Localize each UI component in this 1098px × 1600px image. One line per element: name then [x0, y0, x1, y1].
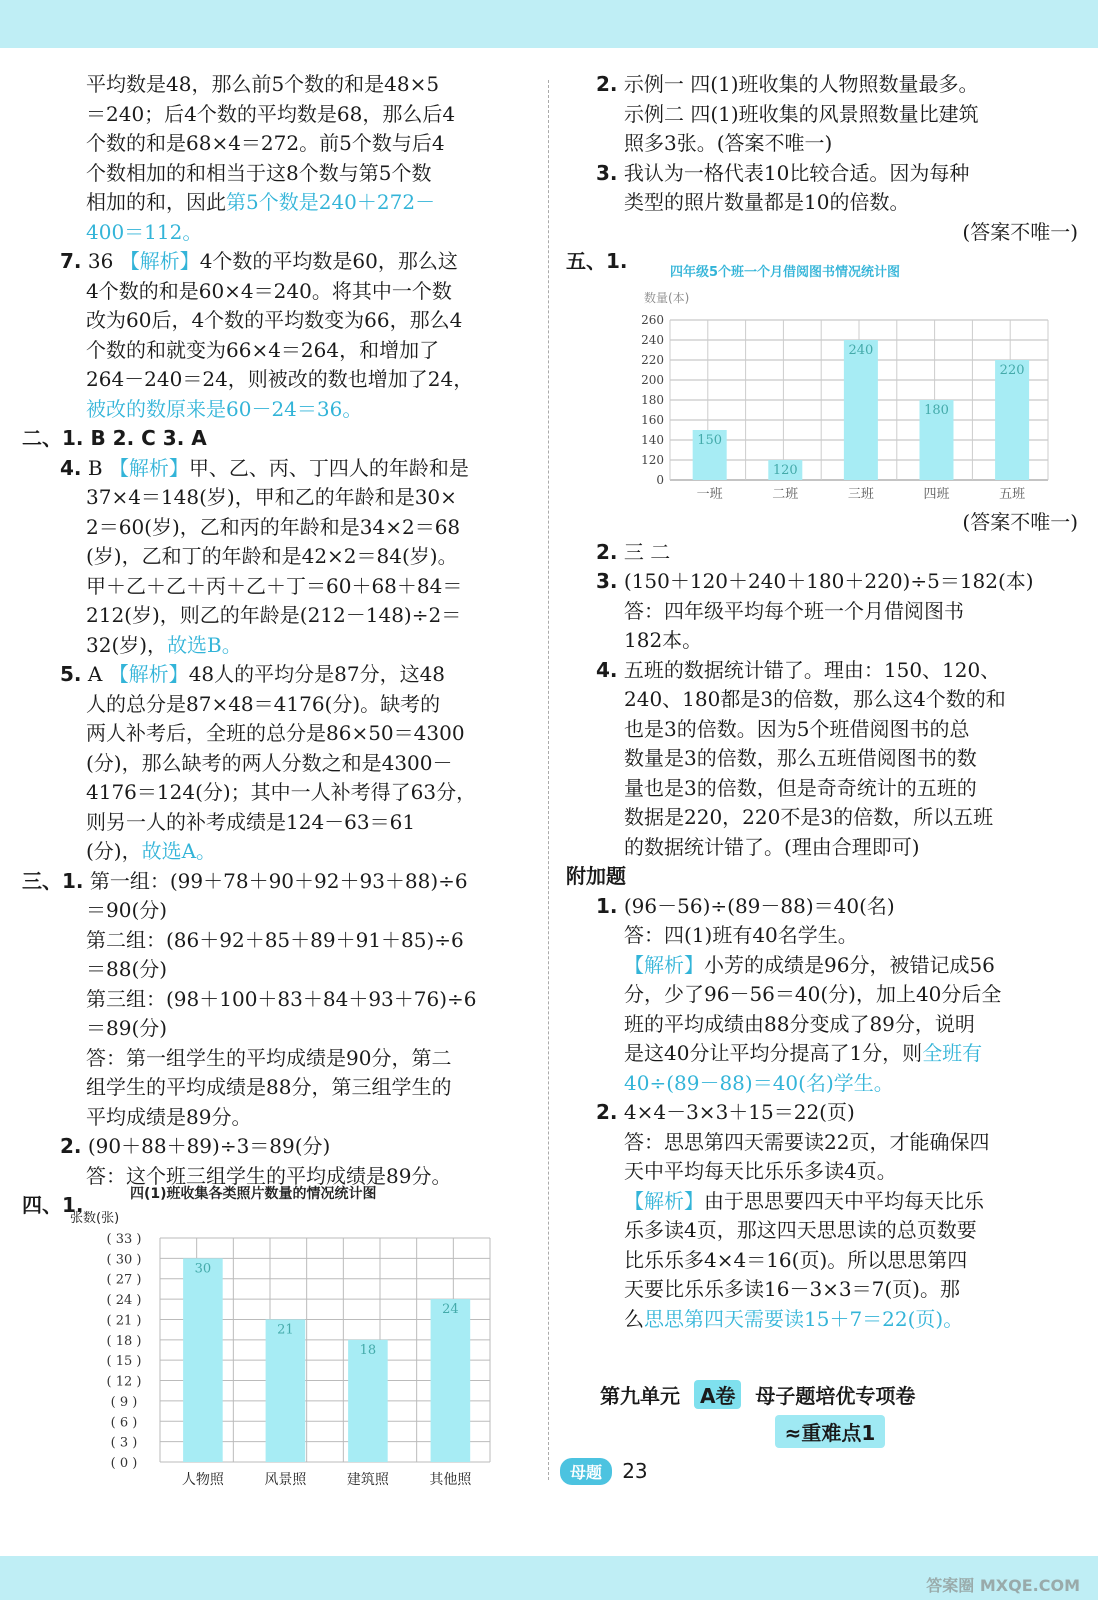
bar-value-label: 30 [194, 1261, 212, 1277]
unit-title: 母子题培优专项卷 [755, 1384, 916, 1408]
text-line: 182本。 [624, 628, 703, 652]
text-line: 答：思思第四天需要读22页，才能确保四 [624, 1129, 990, 1154]
text-line: 第三组：(98＋100＋83＋84＋93＋76)÷6 [86, 986, 477, 1011]
library-borrow-bar-chart [620, 262, 1060, 512]
x-tick-label: 五班 [999, 487, 1026, 502]
text-line: 212(岁)，则乙的年龄是(212－148)÷2＝ [86, 603, 462, 627]
text-line: 改为60后，4个数的平均数变为66，那么4 [86, 308, 463, 332]
y-tick-label: 140 [641, 433, 664, 447]
text-line: 示例二 四(1)班收集的风景照数量比建筑 [624, 101, 979, 126]
x-tick-label: 一班 [696, 487, 723, 502]
y-tick-label: 180 [641, 393, 664, 407]
text-line: 相加的和，因此第5个数是240＋272－ [86, 190, 436, 214]
y-tick-label: 220 [641, 353, 664, 367]
text-line: 答：第一组学生的平均成绩是90分，第二 [86, 1045, 452, 1070]
text-line: 组学生的平均成绩是88分，第三组学生的 [86, 1075, 452, 1099]
text-line: 人的总分是87×48＝4176(分)。缺考的 [86, 691, 441, 716]
answer-2: 2. 示例一 四(1)班收集的人物照数量最多。 [596, 72, 979, 96]
bar-其他照 [431, 1299, 471, 1462]
y-tick-label: 0 [656, 473, 664, 487]
text-line: 400＝112。 [86, 219, 203, 244]
column-divider [548, 80, 549, 1480]
x-tick-label: 四班 [923, 487, 950, 502]
text-line: 被改的数原来是60－24＝36。 [86, 396, 363, 421]
text-line: 32(岁)，故选B。 [86, 632, 242, 657]
top-wave-band [0, 0, 1098, 48]
watermark: 答案圈 MXQE.COM [926, 1576, 1080, 1595]
text-line: 37×4＝148(岁)，甲和乙的年龄和是30× [86, 485, 457, 509]
bar-value-label: 150 [697, 433, 723, 448]
y-tick-label: ( 33 ) [106, 1232, 142, 1247]
note: (答案不唯一) [962, 510, 1078, 534]
bar-value-label: 120 [772, 463, 798, 478]
y-tick-label: ( 18 ) [106, 1333, 142, 1349]
text-line: 第二组：(86＋92＋85＋89＋91＋85)÷6 [86, 927, 464, 952]
section-5-heading: 五、1. [566, 249, 628, 273]
text-line: 240、180都是3的倍数，那么这4个数的和 [624, 687, 1006, 711]
s5-answer-4: 4. 五班的数据统计错了。理由：150、120、 [596, 657, 1001, 682]
text-line: ＝89(分) [86, 1016, 168, 1040]
note: (答案不唯一) [962, 219, 1078, 244]
x-tick-label: 人物照 [181, 1472, 224, 1488]
bar-风景照 [266, 1319, 306, 1462]
bar-人物照 [183, 1258, 223, 1462]
y-tick-label: ( 15 ) [106, 1354, 142, 1370]
bar-三班 [844, 340, 878, 480]
x-tick-label: 建筑照 [346, 1472, 389, 1488]
next-unit-heading [600, 1380, 1060, 1448]
bar-value-label: 24 [442, 1302, 459, 1318]
text-line: 天要比乐乐多读16－3×3＝7(页)。那 [624, 1277, 960, 1301]
y-tick-label: ( 21 ) [106, 1313, 142, 1329]
x-tick-label: 其他照 [429, 1472, 472, 1488]
text-line: 264－240＝24，则被改的数也增加了24， [86, 367, 474, 391]
bar-value-label: 18 [359, 1342, 377, 1358]
section-3-q1: 三、1. 第一组：(99＋78＋90＋92＋93＋88)÷6 [22, 868, 468, 893]
text-line: (岁)，乙和丁的年龄和是42×2＝84(岁)。 [86, 544, 458, 568]
text-line: 40÷(89－88)＝40(名)学生。 [624, 1070, 894, 1095]
text-line: 个数的和是68×4＝272。前5个数与后4 [86, 131, 445, 155]
text-line: 照多3张。(答案不唯一) [624, 131, 833, 155]
section-2-answers: 二、1. B 2. C 3. A [22, 426, 207, 450]
x-tick-label: 三班 [847, 487, 874, 502]
question-4: 4. B 【解析】甲、乙、丙、丁四人的年龄和是 [60, 455, 469, 480]
y-axis-label: 数量(本) [644, 291, 690, 305]
page-number-area [560, 1458, 648, 1485]
section-4-heading: 四、1. [22, 1193, 84, 1217]
unit-label: 第九单元 [600, 1384, 680, 1408]
text-line: 甲＋乙＋乙＋丙＋乙＋丁＝60＋68＋84＝ [86, 573, 463, 598]
y-tick-label: 120 [641, 453, 664, 467]
sub-badge: ≈重难点1 [775, 1415, 886, 1448]
text-line: 么思思第四天需要读15＋7＝22(页)。 [624, 1306, 964, 1331]
text-line: 数量是3的倍数，那么五班借阅图书的数 [624, 746, 977, 770]
text-line: 平均数是48，那么前5个数的和是48×5 [86, 72, 440, 96]
bar-value-label: 220 [999, 363, 1025, 378]
text-line: 【解析】由于思思要四天中平均每天比乐 [624, 1188, 984, 1213]
question-5: 5. A 【解析】48人的平均分是87分，这48 [60, 662, 446, 686]
y-tick-label: 200 [641, 373, 664, 387]
text-line: 4个数的和是60×4＝240。将其中一个数 [86, 278, 452, 303]
page-number: 23 [622, 1459, 648, 1483]
y-tick-label: ( 27 ) [106, 1272, 142, 1288]
y-tick-label: 160 [641, 413, 664, 427]
paper-tag: A卷 [694, 1380, 741, 1409]
extra-answer-2: 2. 4×4－3×3＋15＝22(页) [596, 1100, 855, 1124]
y-tick-label: ( 24 ) [106, 1293, 142, 1309]
y-tick-label: ( 0 ) [110, 1456, 138, 1471]
bar-五班 [995, 360, 1029, 480]
text-line: 个数的和就变为66×4＝264，和增加了 [86, 337, 440, 362]
bar-建筑照 [348, 1340, 388, 1462]
y-axis-label: 张数(张) [70, 1211, 120, 1226]
chart-title: 四年级5个班一个月借阅图书情况统计图 [670, 265, 901, 280]
text-line: 类型的照片数量都是10的倍数。 [624, 190, 910, 214]
text-line: 4176＝124(分)；其中一人补考得了63分， [86, 780, 477, 804]
question-7: 7. 36 【解析】4个数的平均数是60，那么这 [60, 249, 458, 273]
y-tick-label: ( 6 ) [110, 1415, 138, 1431]
mother-question-badge: 母题 [560, 1458, 612, 1485]
text-line: 比乐乐多4×4＝16(页)。所以思思第四 [624, 1247, 968, 1272]
text-line: 则另一人的补考成绩是124－63＝61 [86, 809, 416, 834]
answer-3: 3. 我认为一格代表10比较合适。因为每种 [596, 160, 970, 185]
text-line: 两人补考后，全班的总分是86×50＝4300 [86, 721, 465, 745]
x-tick-label: 风景照 [264, 1472, 307, 1488]
extra-section-heading: 附加题 [566, 864, 626, 888]
y-tick-label: 240 [641, 333, 664, 347]
text-line: 是这40分让平均分提高了1分，则全班有 [624, 1041, 983, 1065]
text-line: 的数据统计错了。(理由合理即可) [624, 834, 920, 859]
y-tick-label: ( 30 ) [106, 1252, 142, 1268]
text-line: 也是3的倍数。因为5个班借阅图书的总 [624, 716, 970, 741]
text-line: 2＝60(岁)，乙和丙的年龄和是34×2＝68 [86, 514, 461, 539]
text-line: 班的平均成绩由88分变成了89分，说明 [624, 1011, 975, 1036]
s5-answer-3: 3. (150＋120＋240＋180＋220)÷5＝182(本) [596, 569, 1034, 593]
bar-value-label: 180 [924, 403, 949, 418]
y-tick-label: ( 3 ) [110, 1435, 138, 1451]
section-3-q2: 2. (90＋88＋89)÷3＝89(分) [60, 1134, 331, 1158]
bar-value-label: 240 [848, 343, 874, 358]
text-line: 数据是220，220不是3的倍数，所以五班 [624, 805, 994, 829]
left-column [22, 70, 530, 1221]
text-line: 答：四(1)班有40名学生。 [624, 923, 858, 947]
x-tick-label: 二班 [772, 487, 799, 502]
text-line: 量也是3的倍数，但是奇奇统计的五班的 [624, 775, 977, 800]
bar-value-label: 21 [277, 1322, 294, 1338]
text-line: ＝88(分) [86, 957, 168, 981]
right-column [566, 70, 1078, 277]
chart-title: 四(1)班收集各类照片数量的情况统计图 [130, 1186, 377, 1202]
text-line: 个数相加的和相当于这8个数与第5个数 [86, 160, 432, 185]
y-tick-label: 260 [641, 313, 664, 327]
text-line: 答：这个班三组学生的平均成绩是89分。 [86, 1163, 452, 1188]
y-tick-label: ( 12 ) [106, 1374, 142, 1390]
extra-answer-1: 1. (96－56)÷(89－88)＝40(名) [596, 893, 895, 918]
s5-answer-2: 2. 三 二 [596, 539, 671, 564]
text-line: ＝90(分) [86, 898, 168, 922]
text-line: ＝240；后4个数的平均数是68，那么后4 [86, 101, 456, 126]
photo-count-bar-chart [70, 1180, 510, 1500]
text-line: (分)，那么缺考的两人分数之和是4300－ [86, 750, 453, 775]
text-line: 平均成绩是89分。 [86, 1104, 252, 1129]
right-column-lower [566, 508, 1078, 1334]
text-line: 分，少了96－56＝40(分)，加上40分后全 [624, 982, 1002, 1006]
text-line: (分)，故选A。 [86, 839, 217, 863]
text-line: 答：四年级平均每个班一个月借阅图书 [624, 598, 964, 623]
text-line: 乐多读4页，那这四天思思读的总页数要 [624, 1218, 977, 1242]
text-line: 【解析】小芳的成绩是96分，被错记成56 [624, 952, 995, 977]
y-tick-label: ( 9 ) [110, 1394, 138, 1410]
text-line: 天中平均每天比乐乐多读4页。 [624, 1159, 897, 1183]
